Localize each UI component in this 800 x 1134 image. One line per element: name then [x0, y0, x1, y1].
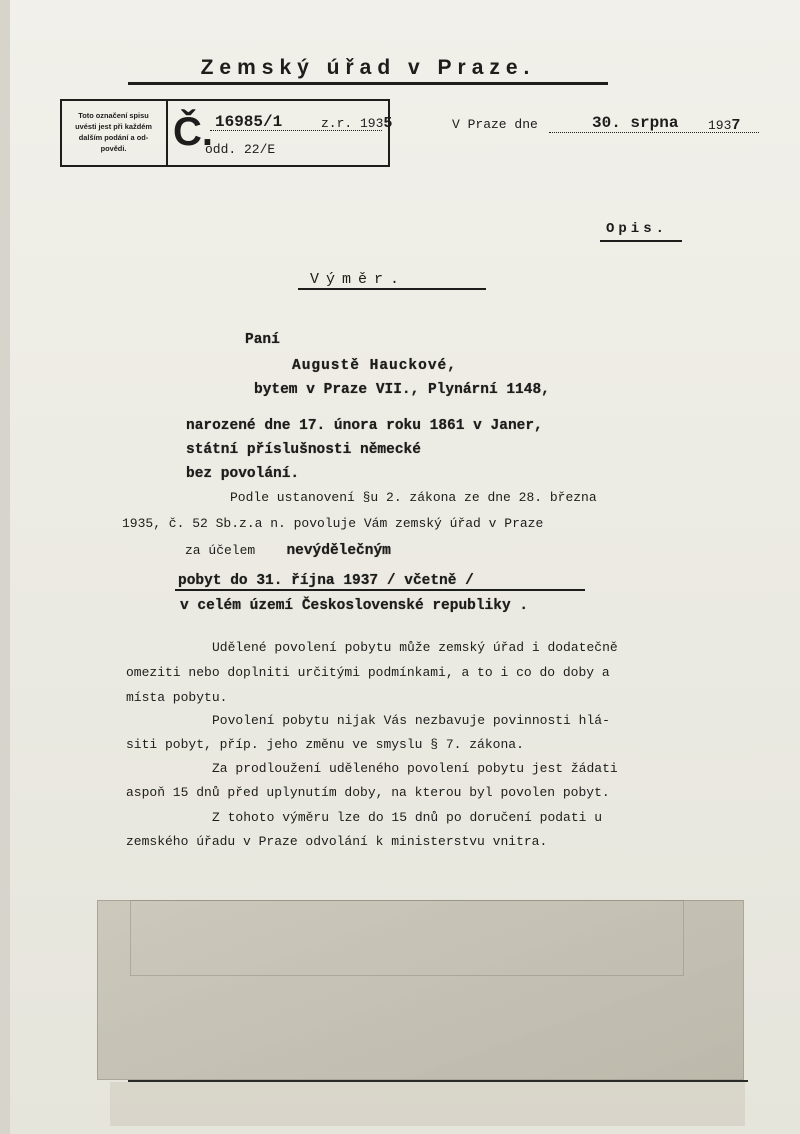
purpose-prefix: za účelem [185, 543, 256, 558]
paragraph-line: siti pobyt, příp. jeho změnu ve smyslu § 7. zákona. [126, 737, 524, 752]
file-reference-note [62, 110, 165, 154]
paper-bottom-strip [110, 1082, 745, 1126]
note-line: Toto označení spisu [78, 111, 149, 120]
department: odd. 22/E [205, 142, 276, 157]
copy-label: Opis. [606, 221, 669, 237]
decree-heading: Výměr. [310, 271, 407, 288]
bottom-rule [128, 1080, 748, 1082]
territory: v celém území Československé republiky . [180, 598, 529, 614]
stay-period: pobyt do 31. října 1937 / včetně / [178, 573, 474, 589]
addressee-citizenship: státní příslušnosti německé [186, 442, 421, 458]
file-number-letter: Č. [173, 110, 213, 154]
paragraph-line: Udělené povolení pobytu může zemský úřad i dodatečně [212, 640, 618, 655]
date-dotted-line [549, 132, 759, 133]
paragraph-line: zemského úřadu v Praze odvolání k ministerstvu vnitra. [126, 834, 548, 849]
slip-form-frame [130, 900, 684, 976]
paragraph-line: Z tohoto výměru lze do 15 dnů po doručení podati u [212, 810, 603, 825]
paragraph-line: Za prodloužení uděleného povolení pobytu jest žádati [212, 761, 618, 776]
title-underline [128, 82, 608, 85]
office-title: Zemský úřad v Praze. [200, 56, 536, 79]
addressee-birth: narozené dne 17. února roku 1861 v Janer, [186, 418, 543, 434]
decree-purpose-line [185, 543, 391, 559]
date-label: V Praze dne [452, 117, 538, 132]
reference-box-divider [166, 99, 168, 167]
date-year-digit: 7 [731, 117, 741, 134]
note-line: dalším podání a od- [78, 133, 149, 142]
paragraph-line: omeziti nebo doplniti určitými podmínkami, a to i co do doby a [126, 665, 610, 680]
file-year-label: z.r. 193 [321, 116, 384, 131]
file-number-dotted-line [210, 130, 382, 131]
copy-label-underline [600, 240, 682, 242]
file-number: 16985/1 [215, 113, 283, 131]
heading-underline [298, 288, 486, 290]
stay-underline [175, 589, 585, 591]
decree-line: Podle ustanovení §u 2. zákona ze dne 28. března [230, 490, 597, 505]
addressee-name: Augustě Hauckové, [292, 358, 457, 374]
note-line: povědi. [100, 144, 127, 153]
addressee-address: bytem v Praze VII., Plynární 1148, [254, 382, 550, 398]
date-day-month: 30. srpna [592, 114, 679, 132]
paragraph-line: místa pobytu. [126, 690, 228, 705]
decree-line: 1935, č. 52 Sb.z.a n. povoluje Vám zemský úřad v Praze [122, 516, 544, 531]
paragraph-line: aspoň 15 dnů před uplynutím doby, na kterou byl povolen pobyt. [126, 785, 610, 800]
salutation: Paní [245, 332, 280, 348]
date-year-prefix: 193 [708, 118, 732, 133]
purpose-text: nevýdělečným [286, 543, 391, 559]
paragraph-line: Povolení pobytu nijak Vás nezbavuje povinnosti hlá- [212, 713, 610, 728]
addressee-occupation: bez povolání. [186, 466, 300, 482]
paper-edge [0, 0, 10, 1134]
note-line: uvésti jest při každém [75, 122, 152, 131]
file-year-digit: 5 [383, 115, 393, 132]
